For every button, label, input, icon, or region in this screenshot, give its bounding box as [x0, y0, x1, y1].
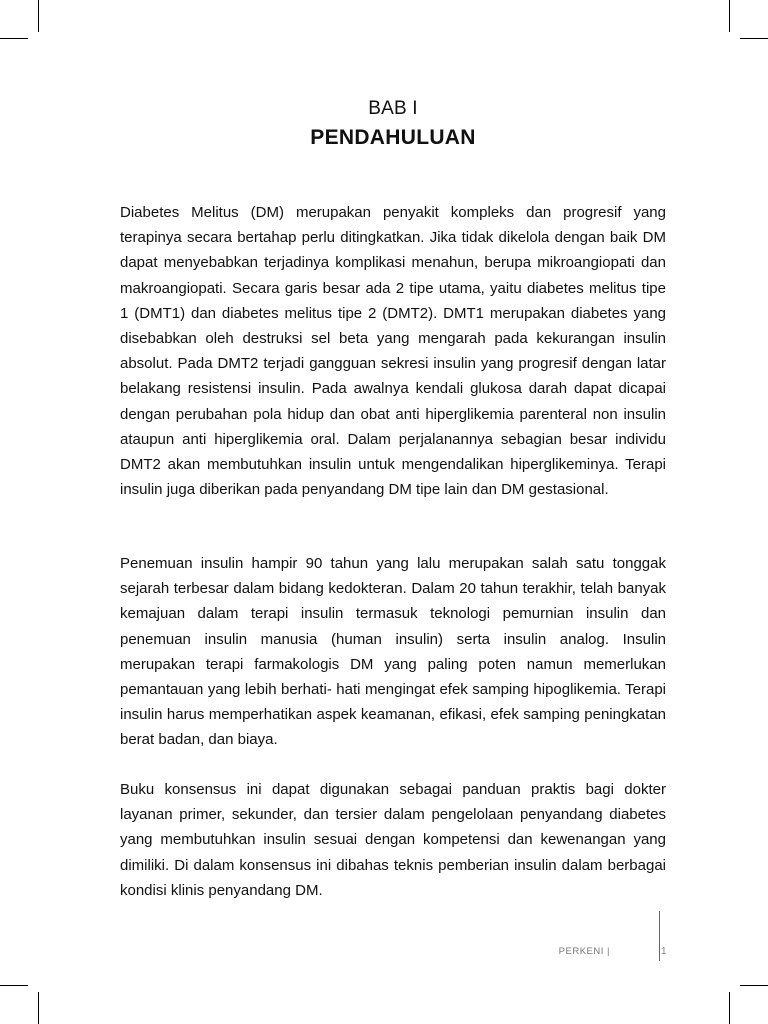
crop-mark-top-left-vertical [38, 0, 39, 32]
chapter-title: PENDAHULUAN [310, 126, 476, 149]
paragraph-consensus-purpose: Buku konsensus ini dapat digunakan sebagai panduan praktis bagi dokter layanan primer, sekunder, dan tersier dalam pengelolaan penyandang diabetes yang membutuhkan insulin sesuai dengan kompetensi dan kewenangan yang dimiliki. Di dalam konsensus ini dibahas teknis pemberian insulin dalam berbagai kondisi klinis penyandang DM. [120, 781, 666, 899]
crop-mark-top-right-horizontal [740, 38, 768, 39]
crop-mark-bottom-left-horizontal [0, 985, 28, 986]
footer-divider [659, 911, 660, 961]
crop-mark-top-left-horizontal [0, 38, 28, 39]
paragraph-diabetes-overview: Diabetes Melitus (DM) merupakan penyakit kompleks dan progresif yang terapinya secara bertahap perlu ditingkatkan. Jika tidak dikelola dengan baik DM dapat menyebabkan terjadinya komplikasi menahun, berupa mikroangiopati dan makroangiopati. Secara garis besar ada 2 tipe utama, yaitu diabetes melitus tipe 1 (DMT1) dan diabetes melitus tipe 2 (DMT2). DMT1 merupakan diabetes yang disebabkan oleh destruksi sel beta yang mengarah pada kekurangan insulin absolut. Pada DMT2 terjadi gangguan sekresi insulin yang progresif dengan latar belakang resistensi insulin. Pada awalnya kendali glukosa darah dapat dicapai dengan perubahan pola hidup dan obat anti hiperglikemia parenteral non insulin ataupun anti hiperglikemia oral. Dalam perjalanannya sebagian besar individu DMT2 akan membutuhkan insulin untuk mengendalikan hiperglikeminya. Terapi insulin juga diberikan pada penyandang DM tipe lain dan DM gestasional. [120, 204, 666, 499]
chapter-label: BAB I [368, 98, 418, 119]
footer-label: PERKENI | [558, 946, 610, 957]
crop-mark-bottom-left-vertical [38, 992, 39, 1024]
crop-mark-bottom-right-horizontal [740, 985, 768, 986]
crop-mark-top-right-vertical [729, 0, 730, 32]
crop-mark-bottom-right-vertical [729, 992, 730, 1024]
paragraph-insulin-history: Penemuan insulin hampir 90 tahun yang lalu merupakan salah satu tonggak sejarah terbesar dalam bidang kedokteran. Dalam 20 tahun terakhir, telah banyak kemajuan dalam terapi insulin termasuk teknologi pemurnian insulin dan penemuan insulin manusia (human insulin) serta insulin analog. Insulin merupakan terapi farmakologis DM yang paling poten namun memerlukan pemantauan yang lebih berhati- hati mengingat efek samping hipoglikemia. Terapi insulin harus memperhatikan aspek keamanan, efikasi, efek samping peningkatan berat badan, dan biaya. [120, 555, 666, 749]
page-number: 1 [661, 946, 667, 957]
